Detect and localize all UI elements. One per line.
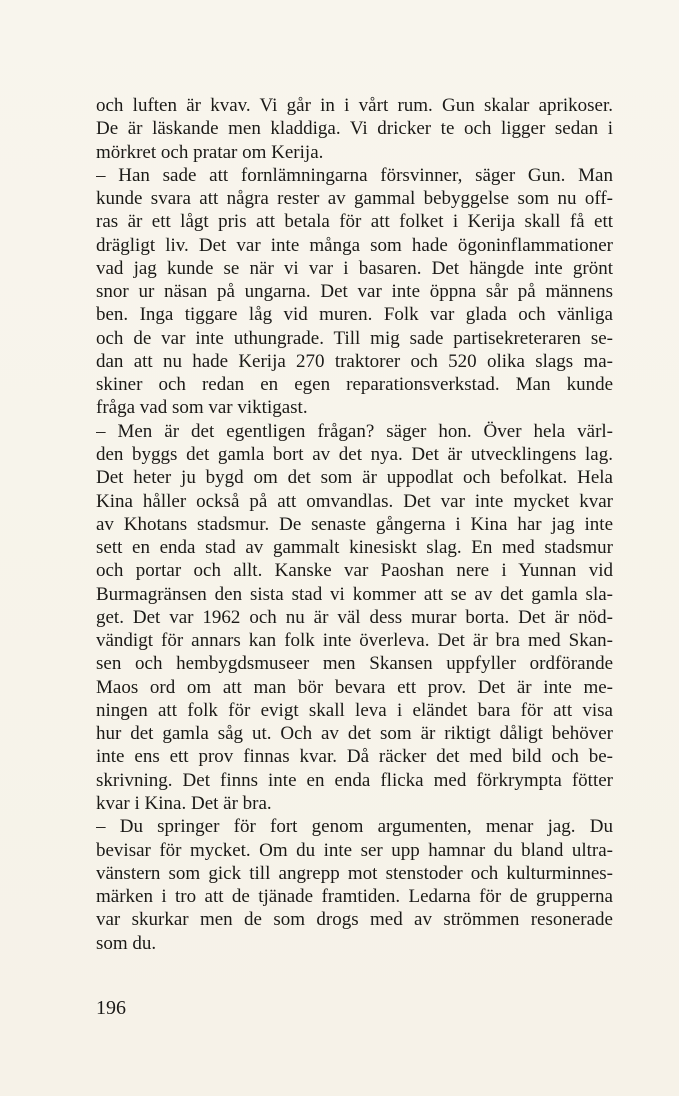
text-line: skrivning. Det finns inte en enda flicka med förkrympta fötter <box>96 769 613 791</box>
text-line: kvar i Kina. Det är bra. <box>96 792 272 814</box>
text-line: snor ur näsan på ungarna. Det var inte öppna sår på männens <box>96 281 613 303</box>
text-line: vänstern som gick till angrepp mot stenstoder och kulturminnes- <box>96 862 613 884</box>
text-line: var skurkar men de som drogs med av strömmen resonerade <box>96 909 613 931</box>
text-line: De är läskande men kladdiga. Vi dricker te och ligger sedan i <box>96 118 613 140</box>
text-line: sett en enda stad av gammalt kinesiskt slag. En med stadsmur <box>96 537 613 559</box>
text-line: hur det gamla såg ut. Och av det som är riktigt dåligt behöver <box>96 723 613 745</box>
text-line: som du. <box>96 932 157 954</box>
text-line: och portar och allt. Kanske var Paoshan nere i Yunnan vid <box>96 560 613 582</box>
body-text <box>96 94 613 955</box>
text-line: get. Det var 1962 och nu är väl dess murar borta. Det är nöd- <box>96 606 613 628</box>
text-line: – Du springer för fort genom argumenten, menar jag. Du <box>96 816 613 838</box>
text-line: ben. Inga tiggare låg vid muren. Folk var glada och vänliga <box>96 304 613 326</box>
text-line: märken i tro att de tjänade framtiden. Ledarna för de grupperna <box>96 886 613 908</box>
text-line: Burmagränsen den sista stad vi kommer att se av det gamla sla- <box>96 583 613 605</box>
page-number: 196 <box>96 997 126 1019</box>
text-line: – Men är det egentligen frågan? säger hon. Över hela värl- <box>96 420 613 442</box>
text-line: fråga vad som var viktigast. <box>96 397 308 419</box>
text-line: och de var inte uthungrade. Till mig sade partisekreteraren se- <box>96 327 613 349</box>
text-line: av Khotans stadsmur. De senaste gångerna i Kina har jag inte <box>96 513 613 535</box>
text-line: ningen att folk för evigt skall leva i eländet bara för att visa <box>96 699 613 721</box>
text-line: bevisar för mycket. Om du inte ser upp hamnar du bland ultra- <box>96 839 613 861</box>
text-line: Maos ord om att man bör bevara ett prov. Det är inte me- <box>96 676 613 698</box>
text-line: den byggs det gamla bort av det nya. Det är utvecklingens lag. <box>96 443 613 465</box>
text-line: drägligt liv. Det var inte många som hade ögoninflammationer <box>96 234 613 256</box>
text-line: sen och hembygdsmuseer men Skansen uppfyller ordförande <box>96 653 613 675</box>
text-line: kunde svara att några rester av gammal bebyggelse som nu off- <box>96 188 613 210</box>
text-line: mörkret och pratar om Kerija. <box>96 141 324 163</box>
text-line: Det heter ju bygd om det som är uppodlat och befolkat. Hela <box>96 467 613 489</box>
text-line: inte ens ett prov finnas kvar. Då räcker det med bild och be- <box>96 746 613 768</box>
text-line: vad jag kunde se när vi var i basaren. Det hängde inte grönt <box>96 257 613 279</box>
text-line: skiner och redan en egen reparationsverkstad. Man kunde <box>96 374 613 396</box>
text-line: vändigt för annars kan folk inte överleva. Det är bra med Skan- <box>96 630 613 652</box>
text-line: och luften är kvav. Vi går in i vårt rum. Gun skalar aprikoser. <box>96 95 613 116</box>
text-line: dan att nu hade Kerija 270 traktorer och 520 olika slags ma- <box>96 350 613 372</box>
text-line: ras är ett lågt pris att betala för att folket i Kerija skall få ett <box>96 211 613 233</box>
text-line: – Han sade att fornlämningarna försvinner, säger Gun. Man <box>96 164 613 186</box>
text-line: Kina håller också på att omvandlas. Det var inte mycket kvar <box>96 490 613 512</box>
